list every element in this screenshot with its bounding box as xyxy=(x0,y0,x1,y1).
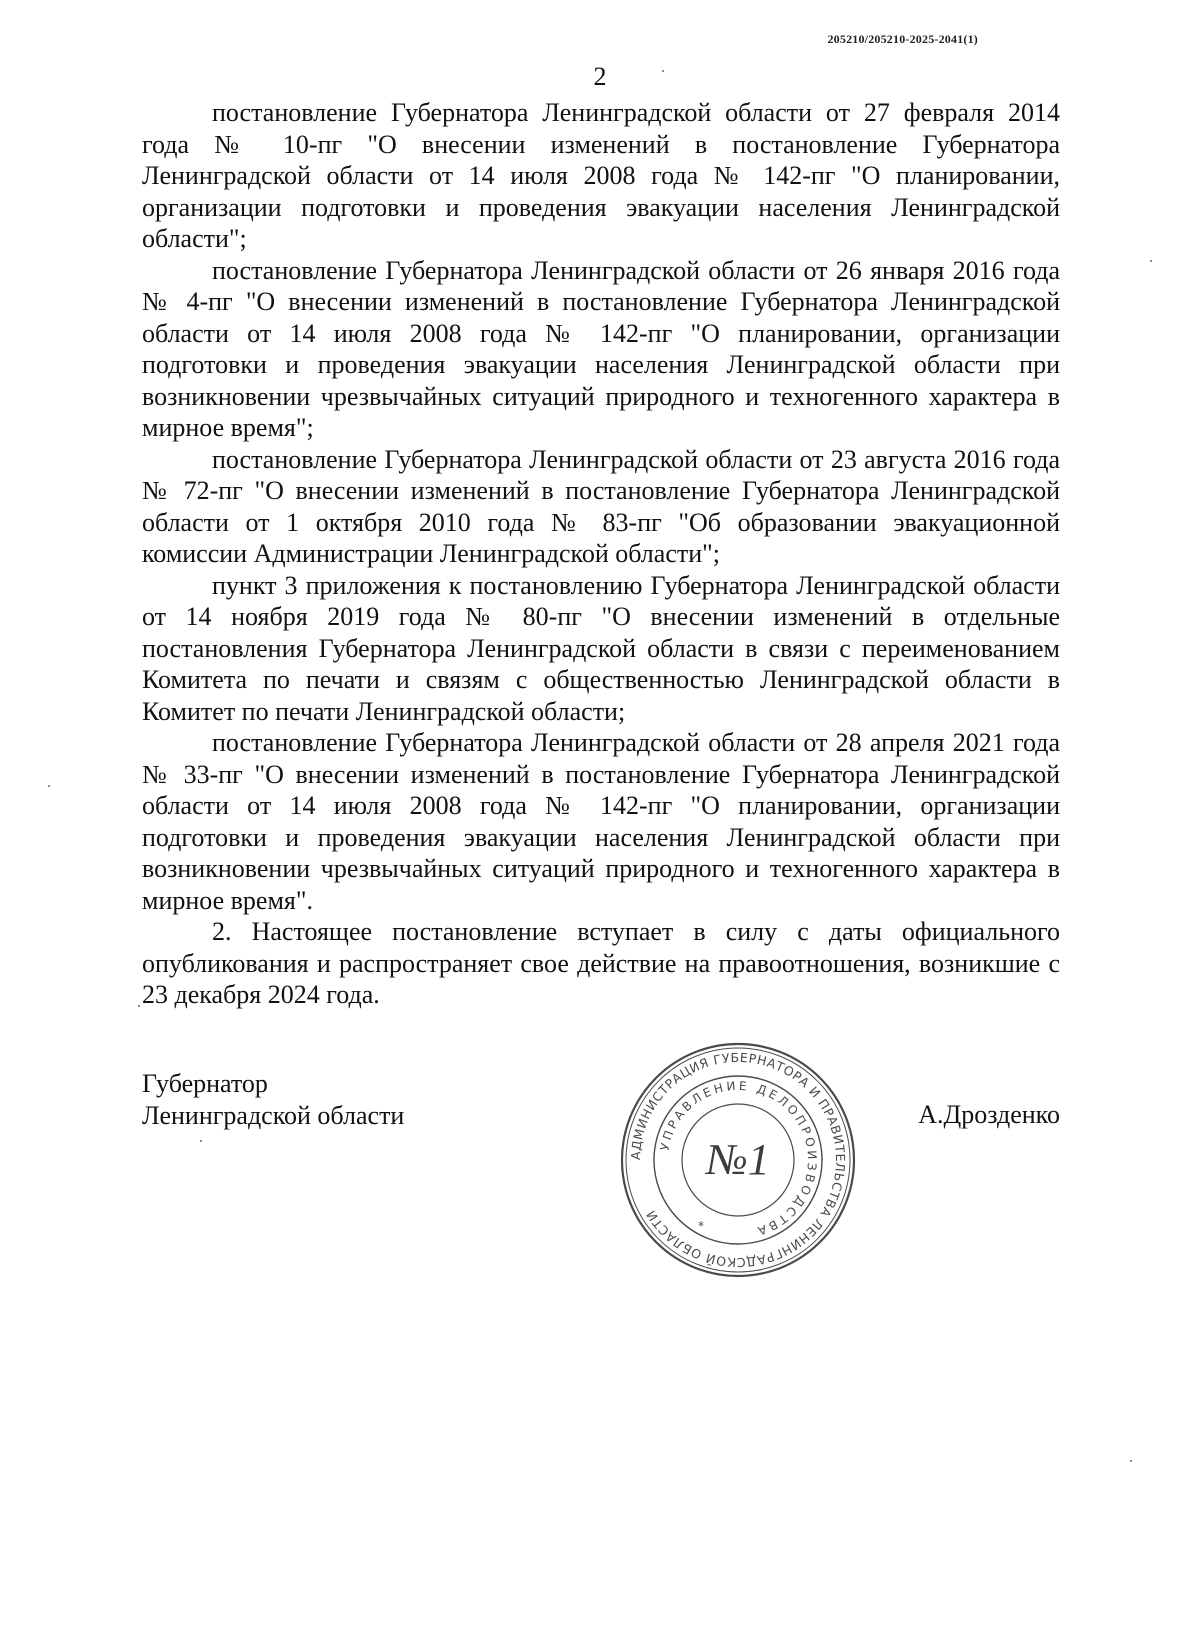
document-body xyxy=(142,97,1060,1011)
seal-center-number: №1 xyxy=(706,1135,770,1184)
scan-speck xyxy=(200,1140,202,1142)
document-id: 205210/205210-2025-2041(1) xyxy=(827,32,978,46)
paragraph-repealed-act-1: постановление Губернатора Ленинградской области от 27 февраля 2014 года № 10-пг "О внесении изменений в постановление Губернатора Ленинградской области от 14 июля 2008 года № 142-пг "О планировании, организации подготовки и проведения эвакуации населения Ленинградской области"; xyxy=(142,98,1060,253)
signatory-position-line-1: Губернатор xyxy=(142,1069,268,1098)
page-number: 2 xyxy=(593,62,607,91)
paragraph-effective-date: 2. Настоящее постановление вступает в силу с даты официального опубликования и распространяет свое действие на правоотношения, возникшие с 23 декабря 2024 года. xyxy=(142,917,1060,1009)
scan-speck xyxy=(662,70,664,72)
signatory-name: А.Дрозденко xyxy=(918,1100,1060,1129)
paragraph-repealed-act-2: постановление Губернатора Ленинградской области от 26 января 2016 года № 4-пг "О внесении изменений в постановление Губернатора Ленинградской области от 14 июля 2008 года № 142-пг "О планировании, организации подготовки и проведения эвакуации населения Ленинградской области при возникновении чрезвычайных ситуаций природного и техногенного характера в мирное время"; xyxy=(142,255,1060,442)
paragraph-repealed-act-5: постановление Губернатора Ленинградской области от 28 апреля 2021 года № 33-пг "О внесении изменений в постановление Губернатора Ленинградской области от 14 июля 2008 года № 142-пг "О планировании, организации подготовки и проведения эвакуации населения Ленинградской области при возникновении чрезвычайных ситуаций природного и техногенного характера в мирное время". xyxy=(142,728,1060,915)
official-seal-stamp xyxy=(618,1040,858,1280)
scan-speck xyxy=(1150,260,1152,262)
signatory-position xyxy=(142,1068,404,1132)
seal-inner-text: УПРАВЛЕНИЕ ДЕЛОПРОИЗВОДСТВА xyxy=(657,1078,820,1239)
seal-star-icon: * xyxy=(698,1219,704,1233)
scan-speck xyxy=(1130,1460,1132,1462)
signatory-position-line-2: Ленинградской области xyxy=(142,1101,405,1130)
paragraph-repealed-act-4: пункт 3 приложения к постановлению Губернатора Ленинградской области от 14 ноября 2019 года № 80-пг "О внесении изменений в отдельные постановления Губернатора Ленинградской области в связи с переименованием Комитета по печати и связям с общественностью Ленинградской области в Комитет по печати Ленинградской области; xyxy=(142,570,1060,726)
seal-outer-text: АДМИНИСТРАЦИЯ ГУБЕРНАТОРА И ПРАВИТЕЛЬСТВА ЛЕНИНГРАДСКОЙ ОБЛАСТИ xyxy=(627,1049,849,1271)
paragraph-repealed-act-3: постановление Губернатора Ленинградской области от 23 августа 2016 года № 72-пг "О внесении изменений в постановление Губернатора Ленинградской области от 1 октября 2010 года № 83-пг "Об образовании эвакуационной комиссии Администрации Ленинградской области"; xyxy=(142,444,1060,568)
scan-speck xyxy=(138,1005,140,1007)
scan-speck xyxy=(48,785,50,787)
